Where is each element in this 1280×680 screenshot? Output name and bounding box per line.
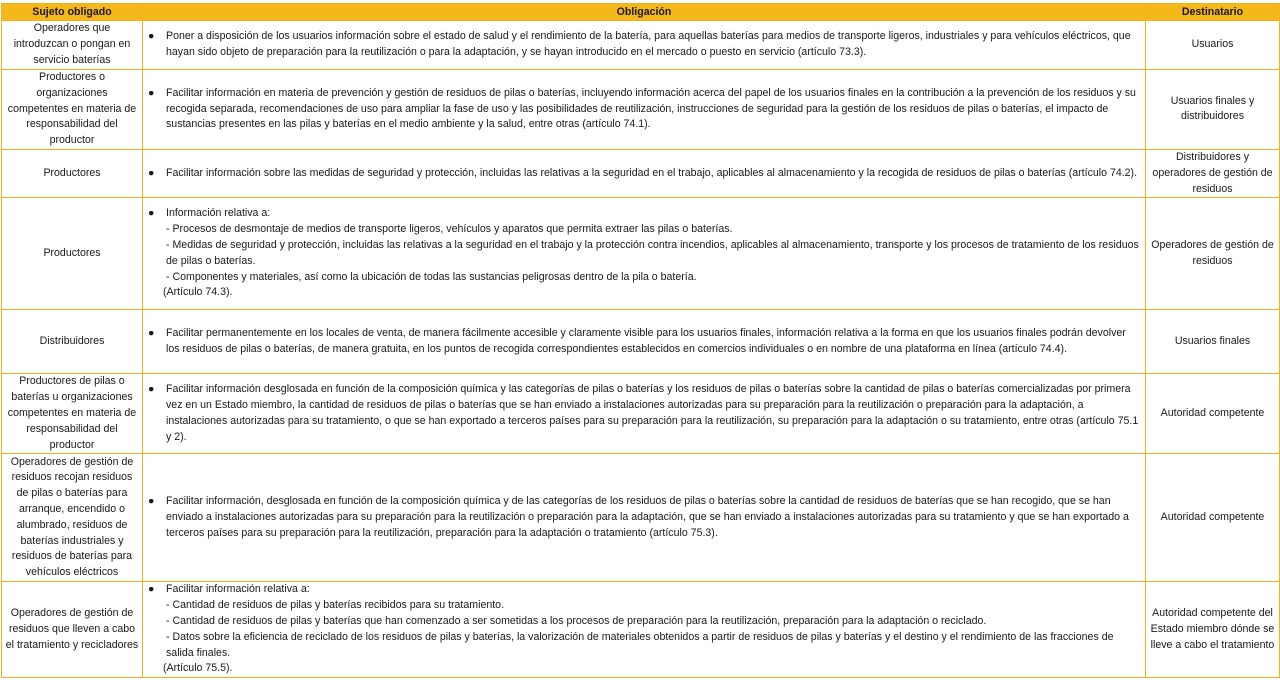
obligation-cell (143, 149, 1146, 197)
table-row (2, 374, 1280, 454)
subject-cell: Productores (2, 149, 143, 197)
subject-cell: Productores (2, 198, 143, 310)
obligation-text: Facilitar información desglosada en función de la composición química y las categorías de pilas o baterías y los residuos de pilas o baterías sobre la cantidad de pilas o baterías comercializadas por primera vez en un Estado miembro, la cantidad de residuos de pilas o baterías que se han enviado a instalaciones autorizadas para su preparación para la reutilización o preparación para la adaptación, a instalaciones autorizadas para su tratamiento, o que se han exportado a terceros países para su preparación para la reutilización, su preparación para la adaptación o su tratamiento, entre otras (artículo 75.1 y 2). (166, 383, 1139, 443)
obligation-subline: - Datos sobre la eficiencia de reciclado de los residuos de pilas y baterías, la valorización de materiales obtenidos a partir de residuos de pilas y baterías y el destino y el rendimiento de las fracciones de salida finales. (166, 630, 1114, 659)
obligation-text: Facilitar información en materia de prevención y gestión de residuos de pilas o baterías, incluyendo información acerca del papel de los usuarios finales en la contribución a la prevención de los residuos y su recogida separada, recomendaciones de uso para ampliar la fase de uso y las posibilidades de reutilización, instrucciones de seguridad para la gestión de los residuos de pilas o baterías, el impacto de sustancias presentes en las pilas y baterías en el medio ambiente y la salud, entre otras (artículo 74.1). (166, 86, 1136, 131)
obligation-subline: - Cantidad de residuos de pilas y baterías recibidos para su tratamiento. (166, 599, 505, 612)
subject-cell: Operadores que introduzcan o pongan en servicio baterías (2, 21, 143, 70)
obligation-cell (143, 21, 1146, 70)
table-row (2, 454, 1280, 582)
obligation-cell (143, 374, 1146, 454)
recipient-cell: Usuarios finales (1146, 310, 1280, 374)
bullet-icon: ● (148, 86, 155, 99)
recipient-cell: Usuarios (1146, 21, 1280, 70)
bullet-icon: ● (148, 166, 155, 179)
obligation-subline: - Componentes y materiales, así como la ubicación de todas las sustancias peligrosas dentro de la pila o batería. (166, 270, 697, 283)
obligation-subline: - Cantidad de residuos de pilas y baterías que han comenzado a ser sometidas a los procesos de preparación para la reutilización, preparación para la adaptación o reciclado. (166, 614, 987, 627)
subject-cell: Productores o organizaciones competentes en materia de responsabilidad del productor (2, 70, 143, 150)
obligation-closing: (Artículo 75.5). (163, 662, 233, 675)
bullet-icon: ● (148, 207, 155, 220)
table-row (2, 198, 1280, 310)
table-row (2, 582, 1280, 678)
obligation-text: Facilitar información, desglosada en función de la composición química y de las categorías de los residuos de pilas o baterías sobre la cantidad de residuos de baterías que se han recogido, que se han enviado a instalaciones autorizadas para su preparación para la reutilización o preparación para la adaptación, que se han enviado a instalaciones autorizadas para su tratamiento y que se han exportado a terceros países para su preparación para la reutilización, preparación para la adaptación o tratamiento (artículo 75.3). (166, 495, 1129, 539)
obligations-table (1, 3, 1280, 678)
recipient-cell: Usuarios finales y distribuidores (1146, 70, 1280, 150)
recipient-cell: Distribuidores y operadores de gestión de residuos (1146, 149, 1280, 197)
header-obligation: Obligación (143, 4, 1146, 21)
bullet-icon: ● (148, 583, 155, 596)
obligation-cell (143, 70, 1146, 150)
bullet-icon: ● (148, 327, 155, 340)
subject-cell: Operadores de gestión de residuos que lleven a cabo el tratamiento y recicladores (2, 582, 143, 678)
bullet-icon: ● (148, 383, 155, 396)
obligation-cell (143, 310, 1146, 374)
recipient-cell: Operadores de gestión de residuos (1146, 198, 1280, 310)
obligation-closing: (Artículo 74.3). (163, 286, 233, 299)
bullet-icon: ● (148, 30, 155, 43)
obligation-subline: - Procesos de desmontaje de medios de transporte ligeros, vehículos y aparatos que permita extraer las pilas o baterías. (166, 223, 733, 236)
table-row (2, 310, 1280, 374)
subject-cell: Productores de pilas o baterías u organizaciones competentes en materia de responsabilidad del productor (2, 374, 143, 454)
obligation-subline: - Medidas de seguridad y protección, incluidas las relativas a la seguridad en el trabajo y la protección contra incendios, aplicables al almacenamiento, transporte y los procesos de tratamiento de los residuos de pilas o baterías. (166, 239, 1139, 267)
obligation-cell (143, 454, 1146, 582)
table-row (2, 21, 1280, 70)
obligation-cell (143, 198, 1146, 310)
recipient-cell: Autoridad competente (1146, 374, 1280, 454)
subject-cell: Distribuidores (2, 310, 143, 374)
obligation-text: Facilitar información sobre las medidas de seguridad y protección, incluidas las relativas a la seguridad en el trabajo, aplicables al almacenamiento y la recogida de residuos de pilas o baterías (artículo 74.2). (166, 166, 1138, 179)
header-row (2, 4, 1280, 21)
subject-cell: Operadores de gestión de residuos recojan residuos de pilas o baterías para arranque, encendido o alumbrado, residuos de baterías industriales y residuos de baterías para vehículos eléctricos (2, 454, 143, 582)
obligation-text: Información relativa a: (166, 207, 271, 220)
recipient-cell: Autoridad competente del Estado miembro dónde se lleve a cabo el tratamiento (1146, 582, 1280, 678)
obligation-text: Facilitar permanentemente en los locales de venta, de manera fácilmente accesible y claramente visible para los usuarios finales, información relativa a la forma en que los usuarios finales podrán devolver los residuos de pilas o baterías, de manera gratuita, en los puntos de recogida correspondientes establecidos en comercios individuales o en nombre de una plataforma en línea (artículo 74.4). (166, 327, 1126, 355)
header-recipient: Destinatario (1146, 4, 1280, 21)
obligation-text: Facilitar información relativa a: (166, 583, 310, 596)
obligation-cell (143, 582, 1146, 678)
recipient-cell: Autoridad competente (1146, 454, 1280, 582)
bullet-icon: ● (148, 495, 155, 508)
table-row (2, 70, 1280, 150)
obligation-text: Poner a disposición de los usuarios información sobre el estado de salud y el rendimiento de la batería, para aquellas baterías para medios de transporte ligeros, industriales y para vehículos eléctricos, que hayan sido objeto de preparación para la reutilización o para la adaptación, y se hayan introducido en el mercado o puesto en servicio (artículo 73.3). (166, 30, 1131, 58)
header-subject: Sujeto obligado (2, 4, 143, 21)
table-row (2, 149, 1280, 197)
